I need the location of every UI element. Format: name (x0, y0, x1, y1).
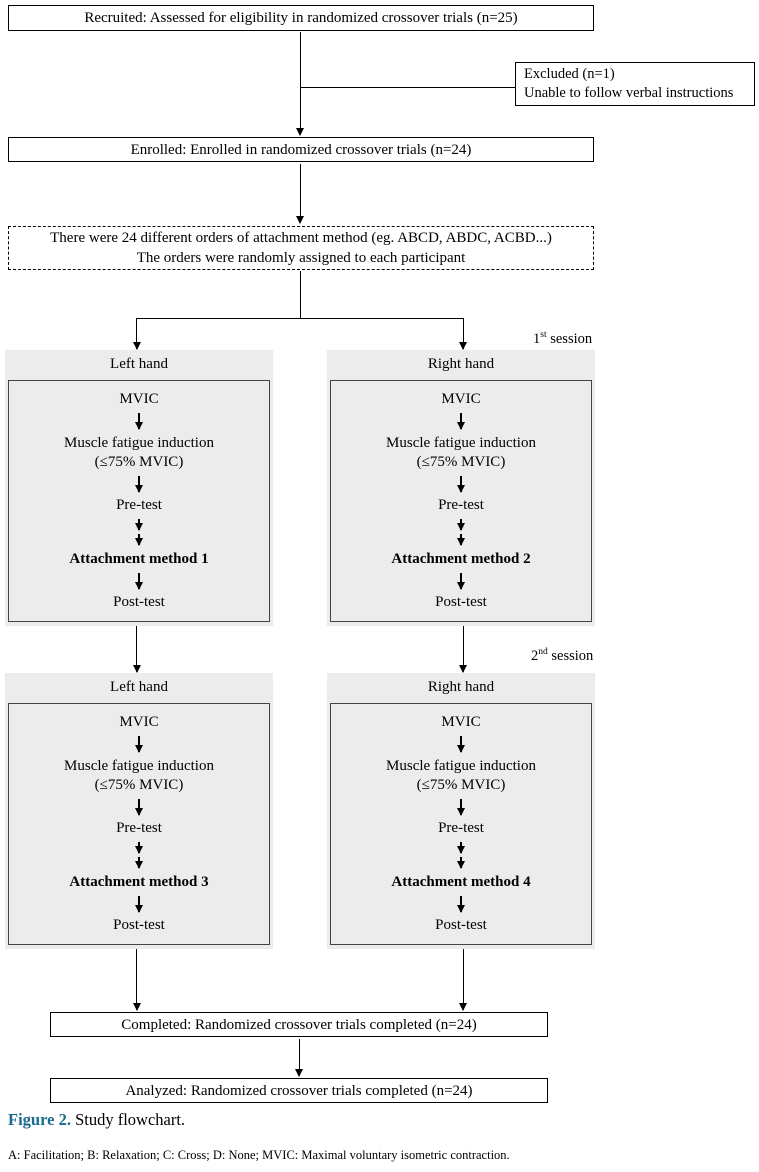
completed-box (50, 1012, 548, 1037)
session-2-ordinal: nd (538, 647, 548, 657)
step-fatigue (64, 757, 214, 795)
session-1-word: session (546, 330, 593, 347)
step-fatigue-line1: Muscle fatigue induction (64, 757, 214, 774)
double-down-arrow-icon (460, 842, 461, 868)
down-arrow-icon (463, 318, 464, 349)
step-attachment-method: Attachment method 1 (69, 550, 209, 567)
down-arrow-icon (138, 857, 139, 868)
step-fatigue-line1: Muscle fatigue induction (64, 434, 214, 451)
down-arrow-icon (460, 413, 461, 429)
figure-footnote: A: Facilitation; B: Relaxation; C: Cross; D: None; MVIC: Maximal voluntary isometric contraction. (8, 1148, 510, 1162)
down-arrow-icon (299, 1039, 300, 1076)
step-fatigue (386, 757, 536, 795)
session-2-word: session (547, 647, 594, 664)
step-pretest: Pre-test (116, 497, 162, 513)
down-arrow-icon (138, 413, 139, 429)
down-arrow-icon (460, 573, 461, 589)
step-fatigue (386, 434, 536, 472)
panel-protocol-box (330, 380, 592, 622)
down-arrow-icon (136, 318, 137, 349)
session1-left-hand-panel (5, 350, 273, 626)
down-arrow-icon (460, 842, 461, 853)
down-arrow-icon (138, 519, 139, 530)
branch-line-excluded (300, 87, 515, 88)
down-arrow-icon (138, 736, 139, 752)
panel-hand-label: Left hand (110, 356, 168, 372)
step-attachment-method: Attachment method 3 (69, 873, 209, 890)
session2-left-hand-panel (5, 673, 273, 949)
step-fatigue-line1: Muscle fatigue induction (386, 434, 536, 451)
step-pretest: Pre-test (116, 820, 162, 836)
step-fatigue-line2: (≤75% MVIC) (94, 453, 184, 470)
down-arrow-icon (460, 736, 461, 752)
down-arrow-icon (300, 164, 301, 223)
step-posttest: Post-test (113, 594, 165, 610)
session2-right-hand-panel (327, 673, 595, 949)
step-posttest: Post-test (435, 594, 487, 610)
step-attachment-method: Attachment method 4 (391, 873, 531, 890)
split-stem-line (300, 271, 301, 318)
panel-hand-label: Right hand (427, 679, 495, 695)
down-arrow-icon (460, 857, 461, 868)
enrolled-text: Enrolled: Enrolled in randomized crossover trials (n=24) (130, 141, 472, 158)
down-arrow-icon (460, 476, 461, 492)
step-fatigue-line1: Muscle fatigue induction (386, 757, 536, 774)
down-arrow-icon (136, 949, 137, 1010)
split-horizontal-line (137, 318, 464, 319)
excluded-line1: Excluded (n=1) (524, 66, 615, 82)
session-2-label (531, 647, 593, 665)
down-arrow-icon (138, 534, 139, 545)
step-posttest: Post-test (435, 917, 487, 933)
panel-hand-label: Right hand (427, 356, 495, 372)
orders-line2: The orders were randomly assigned to each participant (136, 250, 466, 266)
session-1-ordinal: st (540, 330, 547, 340)
session-2-number: 2 (531, 647, 539, 664)
step-mvic: MVIC (119, 391, 159, 407)
session-1-label (533, 330, 592, 348)
session1-right-hand-panel (327, 350, 595, 626)
down-arrow-icon (460, 519, 461, 530)
panel-protocol-box (8, 380, 270, 622)
step-mvic: MVIC (441, 714, 481, 730)
step-posttest: Post-test (113, 917, 165, 933)
down-arrow-icon (138, 476, 139, 492)
recruited-text: Recruited: Assessed for eligibility in randomized crossover trials (n=25) (84, 10, 518, 26)
step-fatigue-line2: (≤75% MVIC) (416, 453, 506, 470)
orders-box (8, 226, 594, 270)
down-arrow-icon (138, 842, 139, 853)
step-fatigue-line2: (≤75% MVIC) (416, 776, 506, 793)
excluded-line2: Unable to follow verbal instructions (524, 85, 734, 101)
down-arrow-icon (460, 896, 461, 912)
panel-protocol-box (8, 703, 270, 945)
recruited-box (8, 5, 594, 31)
completed-text: Completed: Randomized crossover trials completed (n=24) (121, 1016, 477, 1033)
figure-caption-text: Study flowchart. (70, 1110, 186, 1129)
figure-caption (8, 1110, 185, 1130)
double-down-arrow-icon (460, 519, 461, 545)
down-arrow-icon (460, 534, 461, 545)
down-arrow-icon (138, 573, 139, 589)
figure-caption-label: Figure 2. (8, 1110, 71, 1129)
double-down-arrow-icon (138, 519, 139, 545)
step-mvic: MVIC (119, 714, 159, 730)
session-1-number: 1 (533, 330, 541, 347)
step-fatigue (64, 434, 214, 472)
step-pretest: Pre-test (438, 820, 484, 836)
down-arrow-icon (463, 949, 464, 1010)
analyzed-box (50, 1078, 548, 1103)
down-arrow-icon (460, 799, 461, 815)
down-arrow-icon (300, 32, 301, 135)
enrolled-box (8, 137, 594, 162)
excluded-box (515, 62, 755, 106)
down-arrow-icon (136, 626, 137, 672)
panel-protocol-box (330, 703, 592, 945)
orders-line1: There were 24 different orders of attachment method (eg. ABCD, ABDC, ACBD...) (50, 230, 552, 246)
step-fatigue-line2: (≤75% MVIC) (94, 776, 184, 793)
step-pretest: Pre-test (438, 497, 484, 513)
step-attachment-method: Attachment method 2 (391, 550, 531, 567)
double-down-arrow-icon (138, 842, 139, 868)
down-arrow-icon (138, 799, 139, 815)
analyzed-text: Analyzed: Randomized crossover trials completed (n=24) (125, 1082, 473, 1099)
down-arrow-icon (138, 896, 139, 912)
step-mvic: MVIC (441, 391, 481, 407)
panel-hand-label: Left hand (110, 679, 168, 695)
down-arrow-icon (463, 626, 464, 672)
